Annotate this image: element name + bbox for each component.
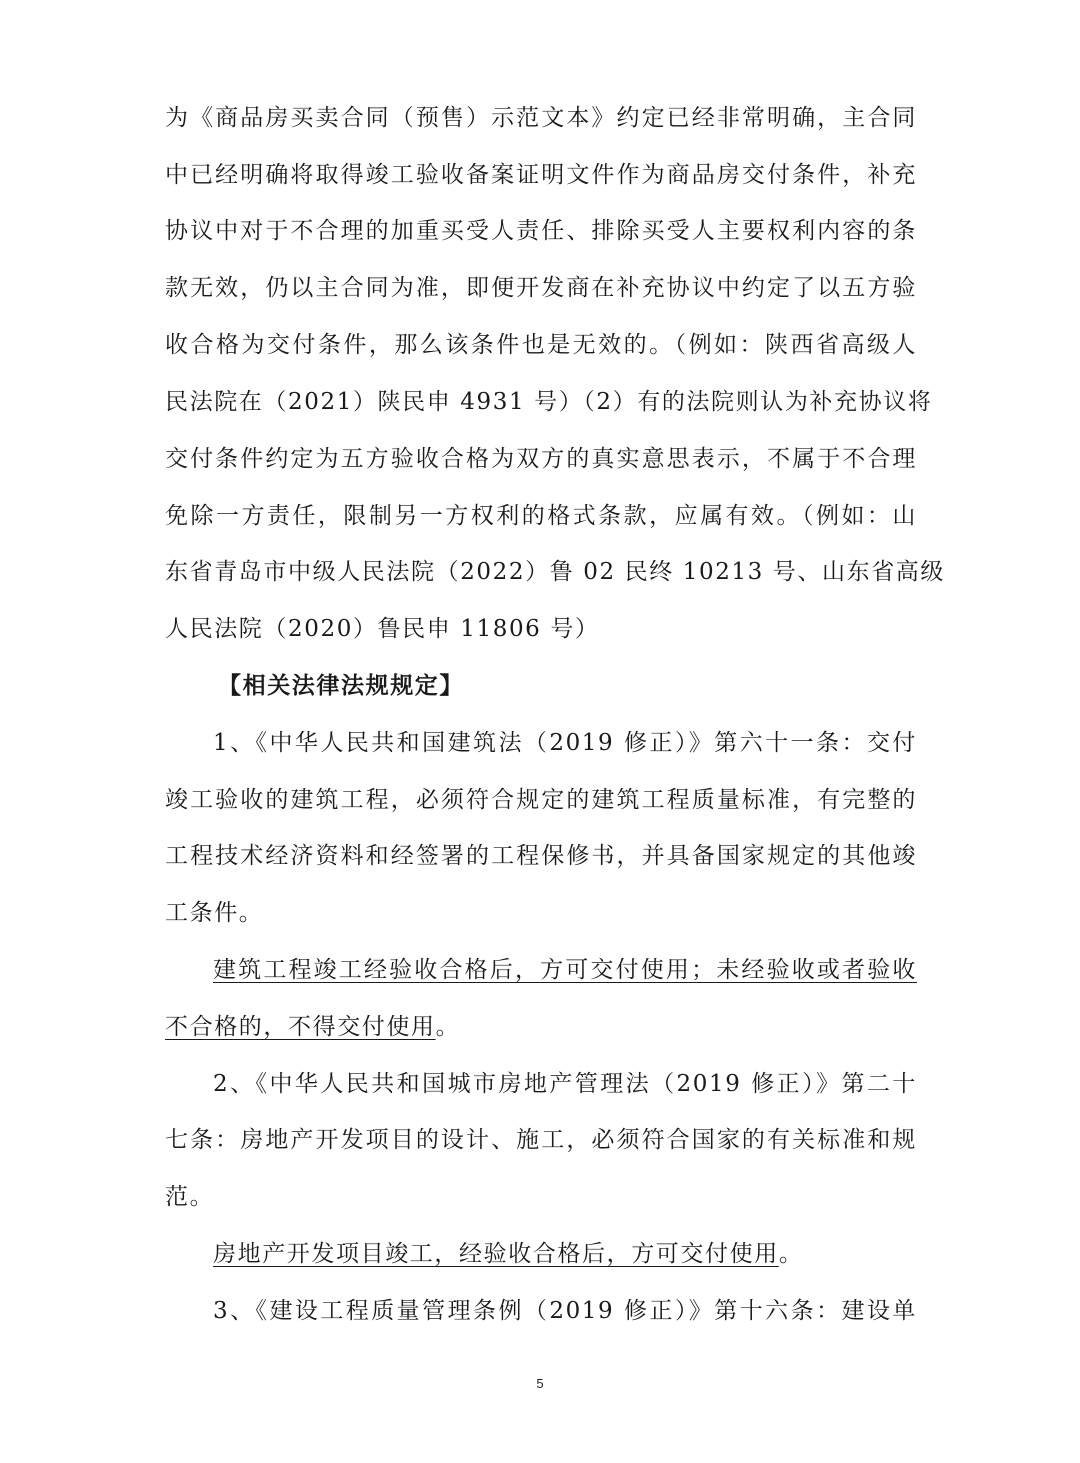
text-line: 东省青岛市中级人民法院（2022）鲁 02 民终 10213 号、山东省高级 bbox=[165, 559, 946, 585]
text-line: 为《商品房买卖合同（预售）示范文本》约定已经非常明确，主合同 bbox=[165, 105, 917, 131]
text-line: 竣工验收的建筑工程，必须符合规定的建筑工程质量标准，有完整的 bbox=[165, 787, 917, 813]
text-line: 中已经明确将取得竣工验收备案证明文件作为商品房交付条件，补充 bbox=[165, 162, 917, 188]
text-line: 免除一方责任，限制另一方权利的格式条款，应属有效。（例如：山 bbox=[165, 503, 917, 529]
text-line: 款无效，仍以主合同为准，即便开发商在补充协议中约定了以五方验 bbox=[165, 275, 917, 301]
text-line: 收合格为交付条件，那么该条件也是无效的。（例如：陕西省高级人 bbox=[165, 332, 917, 358]
page-number: 5 bbox=[536, 1376, 544, 1391]
text-line: 2、《中华人民共和国城市房地产管理法（2019 修正）》第二十 bbox=[213, 1071, 917, 1097]
section-heading: 【相关法律法规规定】 bbox=[218, 672, 464, 699]
text-line: 3、《建设工程质量管理条例（2019 修正）》第十六条：建设单 bbox=[213, 1298, 917, 1324]
sentence-end: 。 bbox=[435, 1014, 461, 1040]
underlined-text-line: 建筑工程竣工经验收合格后，方可交付使用；未经验收或者验收 bbox=[213, 957, 917, 983]
underlined-text: 不合格的，不得交付使用 bbox=[165, 1014, 436, 1040]
text-line: 七条：房地产开发项目的设计、施工，必须符合国家的有关标准和规 bbox=[165, 1127, 917, 1153]
text-line bbox=[165, 1007, 460, 1047]
text-line: 范。 bbox=[165, 1184, 215, 1210]
text-line: 工条件。 bbox=[165, 900, 264, 926]
text-line: 工程技术经济资料和经签署的工程保修书，并具备国家规定的其他竣 bbox=[165, 843, 917, 869]
text-line: 协议中对于不合理的加重买受人责任、排除买受人主要权利内容的条 bbox=[165, 218, 917, 244]
text-line: 交付条件约定为五方验收合格为双方的真实意思表示，不属于不合理 bbox=[165, 446, 917, 472]
sentence-end: 。 bbox=[778, 1241, 804, 1267]
text-line: 1、《中华人民共和国建筑法（2019 修正）》第六十一条：交付 bbox=[213, 730, 917, 756]
text-line: 人民法院（2020）鲁民申 11806 号） bbox=[165, 616, 600, 642]
underlined-text: 房地产开发项目竣工，经验收合格后，方可交付使用 bbox=[213, 1241, 779, 1267]
text-line bbox=[213, 1234, 803, 1274]
text-line: 民法院在（2021）陕民申 4931 号）（2）有的法院则认为补充协议将 bbox=[165, 389, 933, 415]
